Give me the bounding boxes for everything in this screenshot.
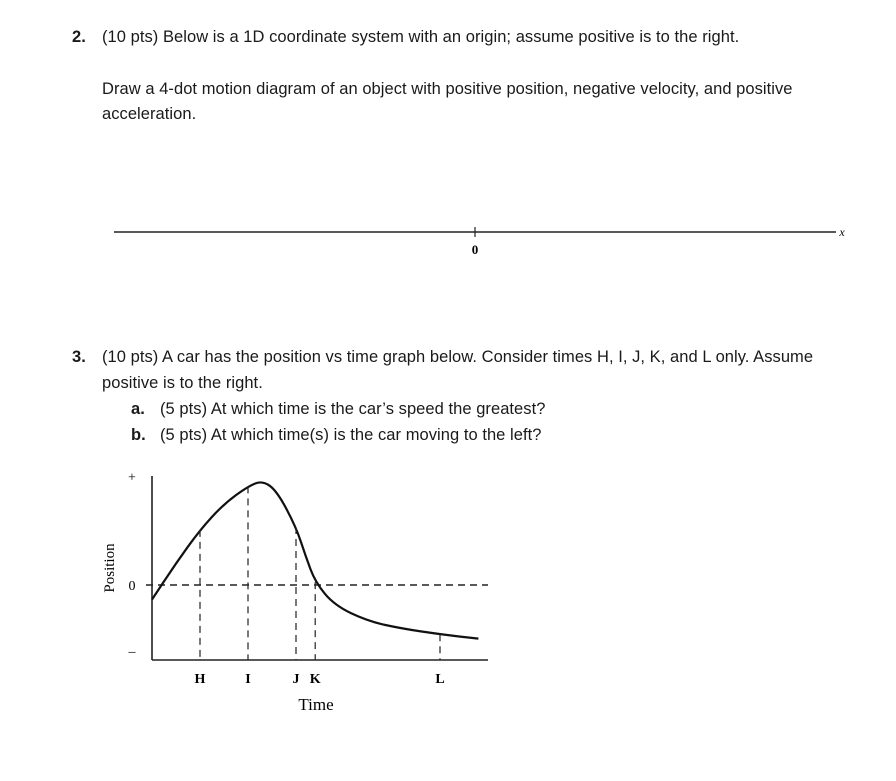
q3-header-line2: positive is to the right. (102, 374, 263, 392)
q3-header-line1: (10 pts) A car has the position vs time graph below. Consider times H, I, J, K, and L only. Assume (102, 348, 814, 366)
q3-number: 3. (72, 348, 86, 366)
q2-header: (10 pts) Below is a 1D coordinate system with an origin; assume positive is to the right. (102, 28, 740, 46)
q2-number: 2. (72, 28, 86, 46)
x-tick-label-J: J (292, 672, 300, 687)
q2-prompt-line2: acceleration. (102, 105, 197, 123)
q3-part-b-letter: b. (131, 426, 146, 444)
y-tick-label-2: – (128, 644, 136, 660)
x-tick-label-I: I (245, 672, 251, 687)
q2-prompt-line1: Draw a 4-dot motion diagram of an object with positive position, negative velocity, and positive (102, 80, 793, 98)
axis-x-label: x (839, 225, 845, 239)
plot-area (128, 470, 489, 687)
q3-part-a-text: (5 pts) At which time is the car’s speed the greatest? (160, 400, 546, 418)
q3-part-a-letter: a. (131, 400, 145, 418)
y-tick-label-1: 0 (128, 579, 136, 594)
x-tick-label-L: L (435, 672, 445, 687)
q3-part-b-text: (5 pts) At which time(s) is the car moving to the left? (160, 426, 542, 444)
x-tick-label-K: K (309, 672, 321, 687)
position-curve (152, 482, 478, 638)
y-tick-label-0: + (128, 470, 136, 486)
origin-label: 0 (471, 242, 479, 257)
x-tick-label-H: H (194, 672, 206, 687)
x-axis-label: Time (298, 695, 334, 714)
y-axis-label: Position (102, 543, 118, 593)
